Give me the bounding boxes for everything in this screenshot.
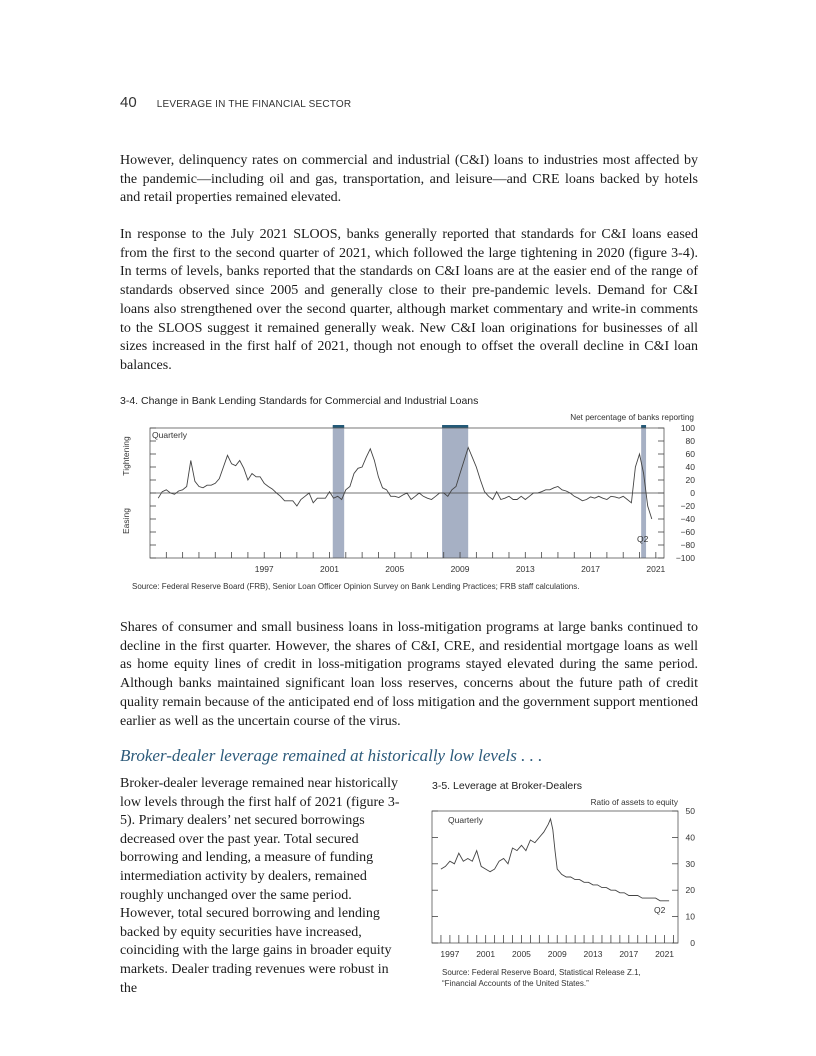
- page-number: 40: [120, 94, 137, 111]
- x-tick-label: 2001: [476, 949, 496, 959]
- y-tick-label: 80: [685, 436, 695, 446]
- y-tick-label: 40: [685, 462, 695, 472]
- x-tick-label: 2005: [511, 949, 531, 959]
- figure-3-4-units: Net percentage of banks reporting: [570, 413, 694, 422]
- figure-3-5-source: [442, 968, 641, 989]
- x-tick-label: 2009: [450, 564, 470, 574]
- x-tick-label: 2013: [515, 564, 535, 574]
- y-tick-label: 0: [690, 938, 695, 948]
- y-tick-label: 60: [685, 449, 695, 459]
- y-tick-label: 20: [685, 475, 695, 485]
- y-tick-label: 30: [685, 858, 695, 869]
- y-tick-label: 20: [685, 885, 695, 896]
- y-tick-label: 40: [685, 832, 695, 843]
- x-tick-label: 2013: [583, 949, 603, 959]
- q2-label: Q2: [654, 905, 666, 915]
- y-tick-label: 10: [685, 911, 695, 922]
- figure-3-5-title: 3-5. Leverage at Broker-Dealers: [432, 780, 582, 792]
- recession-band-cap-3: [641, 425, 646, 428]
- y-tick-label: −80: [680, 540, 695, 550]
- tightening-label: Tightening: [121, 436, 131, 476]
- paragraph-2: In response to the July 2021 SLOOS, banks generally reported that standards for C&I loans eased from the first to the second quarter of 2021, which followed the large tightening in 2020 (figure 3-4). In terms of levels, banks reported that the standards on C&I loans are at the easier end of the range of standards observed since 2005 and generally close to their pre-pandemic levels. Demand for C&I loans also strengthened over the second quarter, although market commentary and write-in comments to the SLOOS suggest it remained generally weak. New C&I loan originations for businesses of all sizes increased in the first half of 2021, though not enough to offset the overall decline in C&I loan balances.: [120, 227, 698, 373]
- recession-band-1: [333, 426, 344, 558]
- figure-3-5-units: Ratio of assets to equity: [590, 798, 678, 807]
- figure-3-4-chart: [118, 420, 708, 582]
- y-tick-label: −60: [680, 527, 695, 537]
- recession-band-cap-2: [442, 425, 468, 428]
- frequency-label: Quarterly: [448, 815, 483, 825]
- figure-3-4-title: 3-4. Change in Bank Lending Standards for Commercial and Industrial Loans: [120, 395, 479, 407]
- x-tick-label: 2017: [581, 564, 601, 574]
- figure-3-5-source-line-2: “Financial Accounts of the United States.”: [442, 978, 589, 988]
- y-tick-label: 0: [690, 488, 695, 498]
- y-tick-label: −20: [680, 501, 695, 511]
- x-tick-label: 2017: [619, 949, 639, 959]
- x-tick-label: 2021: [646, 564, 666, 574]
- y-tick-label: −100: [675, 553, 695, 563]
- section-heading: Broker-dealer leverage remained at historically low levels . . .: [120, 746, 543, 765]
- recession-band-cap-1: [333, 425, 344, 428]
- plot-frame: [432, 811, 678, 943]
- x-tick-label: 2009: [547, 949, 567, 959]
- x-tick-label: 1997: [254, 564, 274, 574]
- paragraph-1: However, delinquency rates on commercial and industrial (C&I) loans to industries most affected by the pandemic—including oil and gas, transportation, and leisure—and CRE loans backed by hotels and retail properties remained elevated.: [120, 153, 698, 206]
- x-tick-label: 1997: [440, 949, 460, 959]
- running-head: LEVERAGE IN THE FINANCIAL SECTOR: [156, 99, 352, 110]
- recession-band-2: [442, 426, 468, 558]
- figure-3-4-source: Source: Federal Reserve Board (FRB), Senior Loan Officer Opinion Survey on Bank Lending Practices; FRB staff calculations.: [132, 582, 580, 591]
- figure-3-5-chart: [428, 803, 704, 963]
- paragraph-3: Shares of consumer and small business loans in loss-mitigation programs at large banks continued to decline in the first quarter. However, the shares of C&I, CRE, and residential mortgage loans as well as home equity lines of credit in loss-mitigation programs stayed elevated during the same period. Although banks maintained significant loan loss reserves, concerns about the future path of credit quality remain because of the anticipated end of loss mitigation and the government support mentioned earlier as well as the uncertain course of the virus.: [120, 620, 698, 729]
- x-tick-label: 2005: [385, 564, 405, 574]
- y-tick-label: 100: [680, 423, 695, 433]
- x-tick-label: 2021: [655, 949, 675, 959]
- paragraph-4: Broker-dealer leverage remained near historically low levels through the first half of 2021 (figure 3-5). Primary dealers’ net secured borrowings decreased over the past year. Total secured borrowing and lending, a measure of funding intermediation activity by dealers, remained roughly unchanged over the same period. However, total secured borrowing and lending backed by equity securities have increased, coinciding with the large gains in broader equity markets. Dealer trading revenues were robust in the: [120, 776, 400, 996]
- frequency-label: Quarterly: [152, 430, 187, 440]
- y-tick-label: 50: [685, 806, 695, 816]
- series-line: [158, 448, 652, 520]
- series-line: [441, 819, 669, 901]
- y-tick-label: −40: [680, 514, 695, 524]
- x-tick-label: 2001: [320, 564, 339, 574]
- figure-3-5-source-line-1: Source: Federal Reserve Board, Statistical Release Z.1,: [442, 968, 641, 977]
- q2-label: Q2: [637, 534, 649, 544]
- page-header: [120, 94, 351, 111]
- easing-label: Easing: [121, 508, 131, 534]
